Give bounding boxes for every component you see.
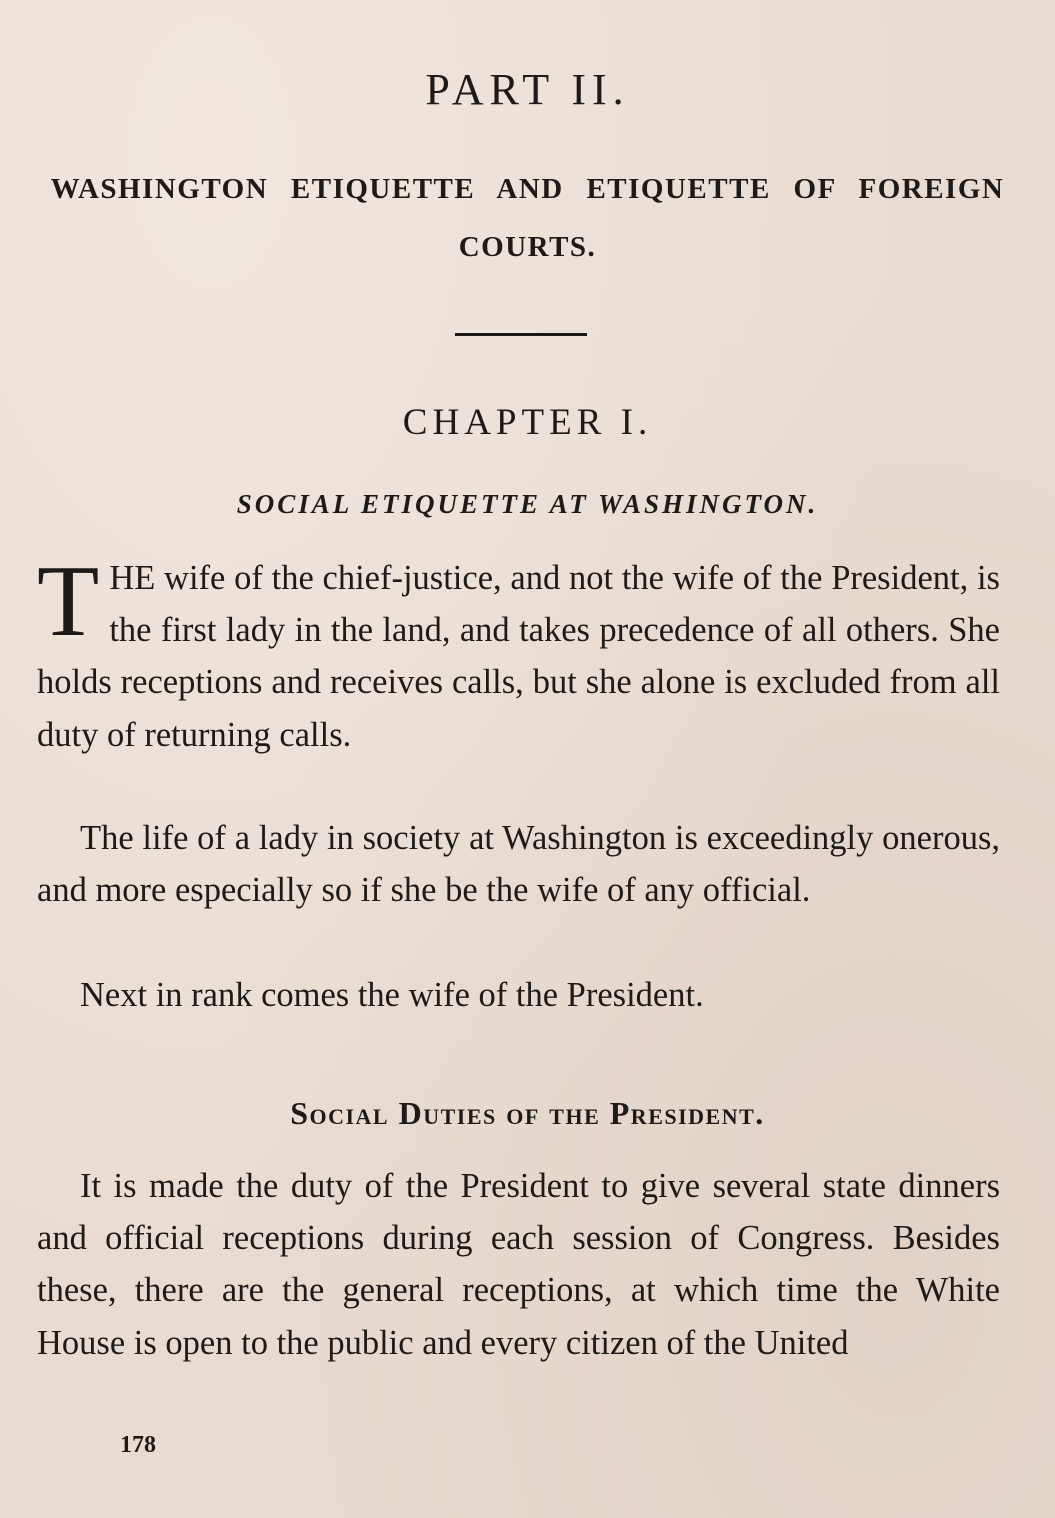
section-heading: Social Duties of the President. [290, 1095, 765, 1131]
paragraph-next-in-rank: Next in rank comes the wife of the President. [80, 976, 704, 1014]
drop-cap: T [37, 545, 100, 658]
paragraph-opening-text: HE wife of the chief-justice, and not the wife of the President, is the first lady in the land, and takes precedence of all others. She holds receptions and receives calls, but she alone is excluded from all duty of returning calls. [37, 559, 1000, 754]
chapter-title: CHAPTER I. [402, 402, 653, 443]
section-divider [455, 333, 587, 336]
part-title: PART II. [425, 65, 630, 114]
chapter-subtitle: SOCIAL ETIQUETTE AT WASHINGTON. [236, 489, 819, 519]
paragraph-opening [37, 545, 1000, 761]
page-number: 178 [120, 1432, 156, 1458]
part-subtitle: WASHINGTON ETIQUETTE AND ETIQUETTE OF FOREIGN COURTS. [50, 173, 1005, 263]
paragraph-society-life: The life of a lady in society at Washington is exceedingly onerous, and more especially so if she be the wife of any official. [37, 819, 1000, 910]
paragraph-president-duties: It is made the duty of the President to give several state dinners and official receptions during each session of Congress. Besides these, there are the general receptions, at which time the White House is open to the public and every citizen of the United [37, 1167, 1000, 1362]
